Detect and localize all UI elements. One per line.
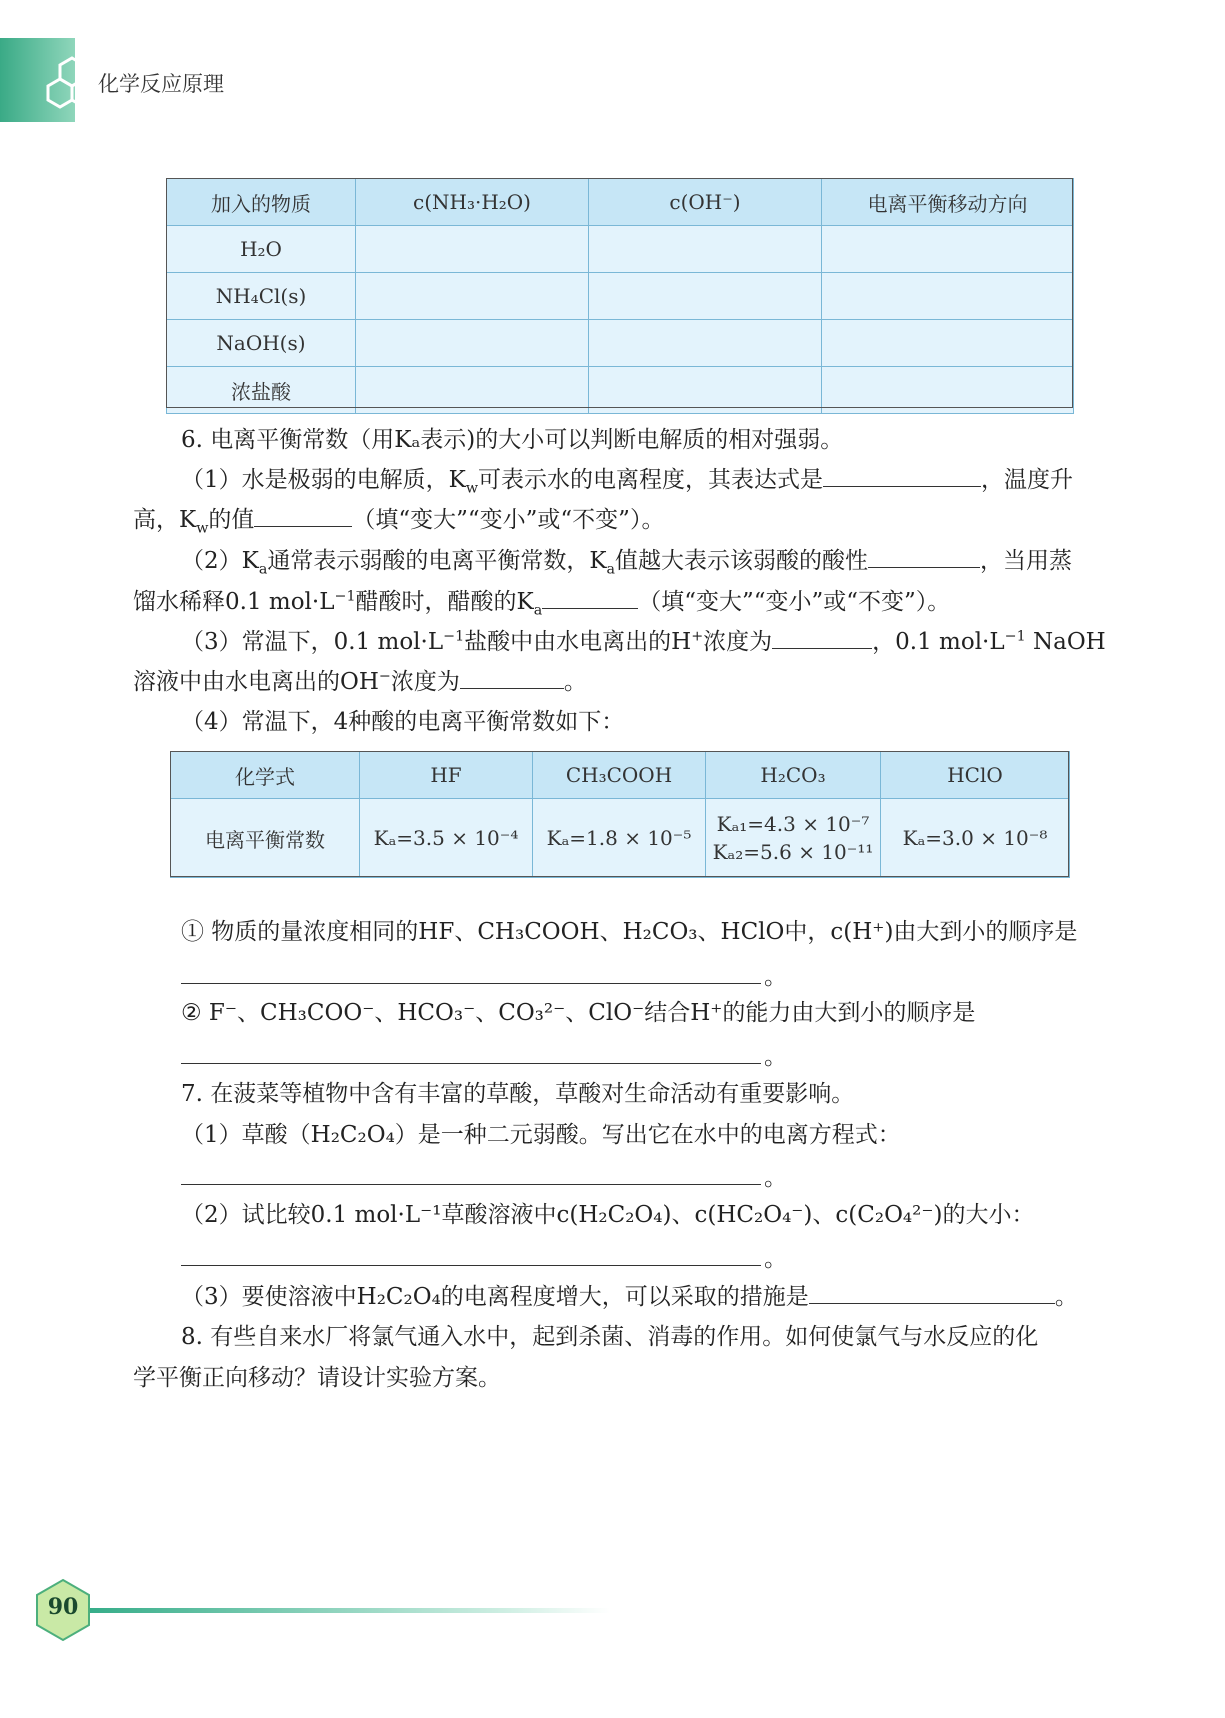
table-row — [167, 367, 1074, 414]
answer-blank[interactable] — [460, 668, 564, 689]
ka2-value: Kₐ₂=5.6 × 10⁻¹¹ — [712, 840, 874, 864]
table-row — [167, 320, 1074, 367]
q6-part1-line2: 高，$K_w$的值 （填“变大”“变小”或“不变”）。 — [133, 507, 665, 537]
text: 溶液中由水电离出的OH — [133, 669, 379, 695]
period: 。 — [764, 964, 787, 990]
chapter-title: 化学反应原理 — [98, 72, 224, 96]
text: 的值 — [208, 507, 255, 533]
table-answer-cell[interactable] — [822, 367, 1074, 414]
q6-part2-line2: 馏水稀释0.1 $mol\cdot L^{-1}$醋酸时，醋酸的$K_a$ （填“变大”“变小”或“不变”）。 — [133, 588, 951, 619]
period: 。 — [764, 1246, 787, 1272]
table-answer-cell[interactable] — [822, 273, 1074, 320]
table-row — [171, 799, 1070, 878]
text: 浓度为 — [703, 629, 773, 655]
answer-line[interactable] — [181, 1265, 761, 1266]
page-number: 90 — [47, 1594, 79, 1620]
q6-part3-line1: （3）常温下，0.1 $mol\cdot L^{-1}$盐酸中由水电离出的H+浓度为 ，0.1 $mol\cdot L^{-1}$ NaOH — [181, 628, 1106, 655]
q8-line2: 学平衡正向移动？请设计实验方案。 — [133, 1365, 501, 1391]
answer-blank[interactable] — [772, 628, 872, 649]
table-answer-cell[interactable] — [589, 273, 822, 320]
text: 。 — [1054, 1284, 1078, 1310]
table-header-row — [167, 179, 1074, 226]
table-answer-cell[interactable] — [589, 320, 822, 367]
q7-part3 — [181, 1282, 1078, 1312]
hf-constant: Kₐ=3.5 × 10⁻⁴ — [360, 799, 533, 878]
text: 醋酸时，醋酸的K — [355, 589, 534, 615]
text: （填“变大”“变小”或“不变”）。 — [638, 589, 951, 615]
table-answer-cell[interactable] — [822, 320, 1074, 367]
table-answer-cell[interactable] — [822, 226, 1074, 273]
answer-line[interactable] — [181, 983, 761, 984]
hclo-constant: Kₐ=3.0 × 10⁻⁸ — [881, 799, 1070, 878]
ka1-value: Kₐ₁=4.3 × 10⁻⁷ — [716, 812, 870, 836]
table-header-cell: 电离平衡移动方向 — [822, 179, 1074, 226]
table-header-cell: HF — [360, 752, 533, 799]
text: ，温度升 — [981, 467, 1074, 493]
table-answer-cell[interactable] — [589, 367, 822, 414]
table-answer-cell[interactable] — [356, 273, 589, 320]
table-row — [167, 273, 1074, 320]
table-header-cell: c(NH₃·H₂O) — [356, 179, 589, 226]
table-header-cell: 加入的物质 — [167, 179, 356, 226]
q7-stem: 7. 在菠菜等植物中含有丰富的草酸，草酸对生命活动有重要影响。 — [181, 1081, 855, 1107]
q6-sub1: ① 物质的量浓度相同的HF、CH₃COOH、H₂CO₃、HClO中，c(H⁺)由大到小的顺序是 — [181, 919, 1078, 945]
q6-part3-line2: 溶液中由水电离出的OH−浓度为 。 — [133, 668, 587, 695]
text: （3）要使溶液中H₂C₂O₄的电离程度增大，可以采取的措施是 — [181, 1284, 809, 1310]
text: ，当用蒸 — [980, 548, 1073, 574]
text: 值越大表示该弱酸的酸性 — [615, 548, 869, 574]
table-row — [167, 226, 1074, 273]
q6-part2-line1: $(2)K_a$通常表示弱酸的电离平衡常数，$K_a$值越大表示该弱酸的酸性 ，当用蒸 — [181, 548, 1073, 578]
text: （3）常温下，0.1 mol·L — [181, 629, 444, 655]
answer-blank[interactable] — [809, 1283, 1055, 1304]
q7-part1: （1）草酸（H₂C₂O₄）是一种二元弱酸。写出它在水中的电离方程式： — [181, 1122, 901, 1148]
carbonic-acid-constants — [706, 799, 881, 878]
table-header-cell: CH₃COOH — [533, 752, 706, 799]
period: 。 — [764, 1044, 787, 1070]
text: （2）K — [181, 548, 259, 574]
table-row-label: 电离平衡常数 — [171, 799, 360, 878]
text: （填“变大”“变小”或“不变”）。 — [352, 507, 665, 533]
table-row-label: NaOH(s) — [167, 320, 356, 367]
text: NaOH — [1025, 629, 1106, 655]
text: 可表示水的电离程度，其表达式是 — [478, 467, 824, 493]
table-header-row — [171, 752, 1070, 799]
q6-stem: 6. 电离平衡常数（用Kₐ表示)的大小可以判断电解质的相对强弱。 — [181, 427, 844, 453]
answer-blank[interactable] — [542, 588, 638, 609]
answer-line[interactable] — [181, 1184, 761, 1185]
ammonia-equilibrium-table — [166, 178, 1074, 414]
acid-constants-table — [170, 751, 1070, 878]
q6-part1-line1: （1）水是极弱的电解质，$K_w$可表示水的电离程度，其表达式是 ，温度升 — [181, 467, 1074, 497]
q7-part2: （2）试比较0.1 mol·L⁻¹草酸溶液中c(H₂C₂O₄)、c(HC₂O₄⁻)、c(C₂O₄²⁻)的大小： — [181, 1202, 1035, 1228]
period: 。 — [764, 1165, 787, 1191]
footer-divider — [70, 1608, 610, 1613]
acetic-acid-constant: Kₐ=1.8 × 10⁻⁵ — [533, 799, 706, 878]
q6-sub2: ② F⁻、CH₃COO⁻、HCO₃⁻、CO₃²⁻、ClO⁻结合H⁺的能力由大到小的顺序是 — [181, 1000, 976, 1026]
text: 浓度为 — [390, 669, 460, 695]
table-header-cell: H₂CO₃ — [706, 752, 881, 799]
table-answer-cell[interactable] — [356, 367, 589, 414]
table-header-cell: HClO — [881, 752, 1070, 799]
text: ，0.1 mol·L — [872, 629, 1005, 655]
table-row-label: NH₄Cl(s) — [167, 273, 356, 320]
answer-line[interactable] — [181, 1063, 761, 1064]
text: 。 — [563, 669, 587, 695]
text: （1）水是极弱的电解质，K — [181, 467, 466, 493]
answer-blank[interactable] — [254, 506, 352, 527]
text: 高，K — [133, 507, 197, 533]
text: 馏水稀释0.1 mol·L — [133, 589, 335, 615]
table-header-cell: 化学式 — [171, 752, 360, 799]
text: 通常表示弱酸的电离平衡常数，K — [267, 548, 607, 574]
q6-part4: （4）常温下，4种酸的电离平衡常数如下： — [181, 709, 625, 735]
answer-blank[interactable] — [823, 466, 981, 487]
table-header-cell: c(OH⁻) — [589, 179, 822, 226]
q8-line1: 8. 有些自来水厂将氯气通入水中，起到杀菌、消毒的作用。如何使氯气与水反应的化 — [181, 1324, 1039, 1350]
answer-blank[interactable] — [868, 547, 980, 568]
text: 盐酸中由水电离出的H — [464, 629, 692, 655]
hexagon-cluster-icon — [42, 55, 102, 117]
table-answer-cell[interactable] — [589, 226, 822, 273]
table-answer-cell[interactable] — [356, 320, 589, 367]
table-row-label: H₂O — [167, 226, 356, 273]
table-answer-cell[interactable] — [356, 226, 589, 273]
table-row-label: 浓盐酸 — [167, 367, 356, 414]
